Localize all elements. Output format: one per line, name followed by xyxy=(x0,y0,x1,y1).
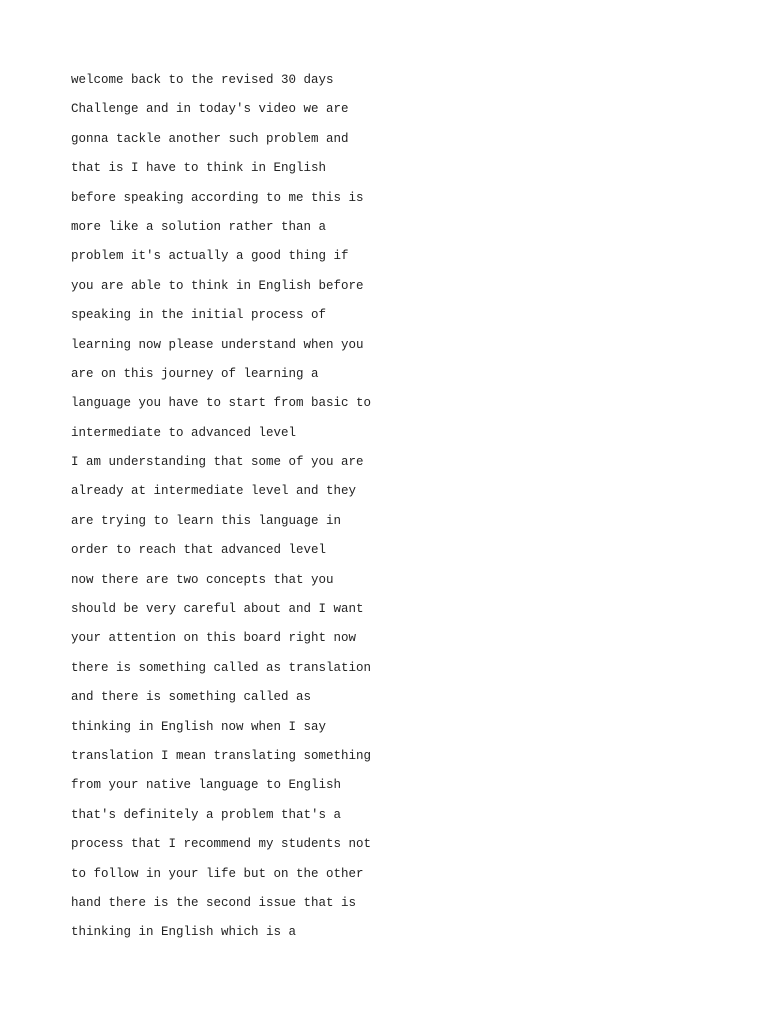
text-line: intermediate to advanced level xyxy=(71,425,297,440)
text-line: there is something called as translation xyxy=(71,660,372,675)
transcript-text xyxy=(71,70,371,952)
text-line: more like a solution rather than a xyxy=(71,219,327,234)
text-line: order to reach that advanced level xyxy=(71,543,327,558)
text-line: to follow in your life but on the other xyxy=(71,866,364,881)
text-line: thinking in English now when I say xyxy=(71,719,327,734)
text-line: that's definitely a problem that's a xyxy=(71,807,342,822)
text-line: before speaking according to me this is xyxy=(71,190,364,205)
text-line: already at intermediate level and they xyxy=(71,484,357,499)
text-line: from your native language to English xyxy=(71,778,342,793)
text-line: are on this journey of learning a xyxy=(71,366,319,381)
text-line: your attention on this board right now xyxy=(71,631,357,646)
text-line: gonna tackle another such problem and xyxy=(71,131,349,146)
text-line: and there is something called as xyxy=(71,690,312,705)
text-line: translation I mean translating something xyxy=(71,748,372,763)
text-line: now there are two concepts that you xyxy=(71,572,334,587)
text-line: thinking in English which is a xyxy=(71,925,297,940)
text-line: process that I recommend my students not xyxy=(71,837,372,852)
text-line: Challenge and in today's video we are xyxy=(71,102,349,117)
text-line: that is I have to think in English xyxy=(71,161,327,176)
text-line: problem it's actually a good thing if xyxy=(71,249,349,264)
text-line: learning now please understand when you xyxy=(71,337,364,352)
text-line: language you have to start from basic to xyxy=(71,396,372,411)
text-line: hand there is the second issue that is xyxy=(71,895,357,910)
text-line: welcome back to the revised 30 days xyxy=(71,73,334,87)
text-line: are trying to learn this language in xyxy=(71,513,342,528)
text-line: should be very careful about and I want xyxy=(71,602,364,617)
text-line: speaking in the initial process of xyxy=(71,308,327,323)
text-line: you are able to think in English before xyxy=(71,278,364,293)
text-line: I am understanding that some of you are xyxy=(71,455,364,470)
